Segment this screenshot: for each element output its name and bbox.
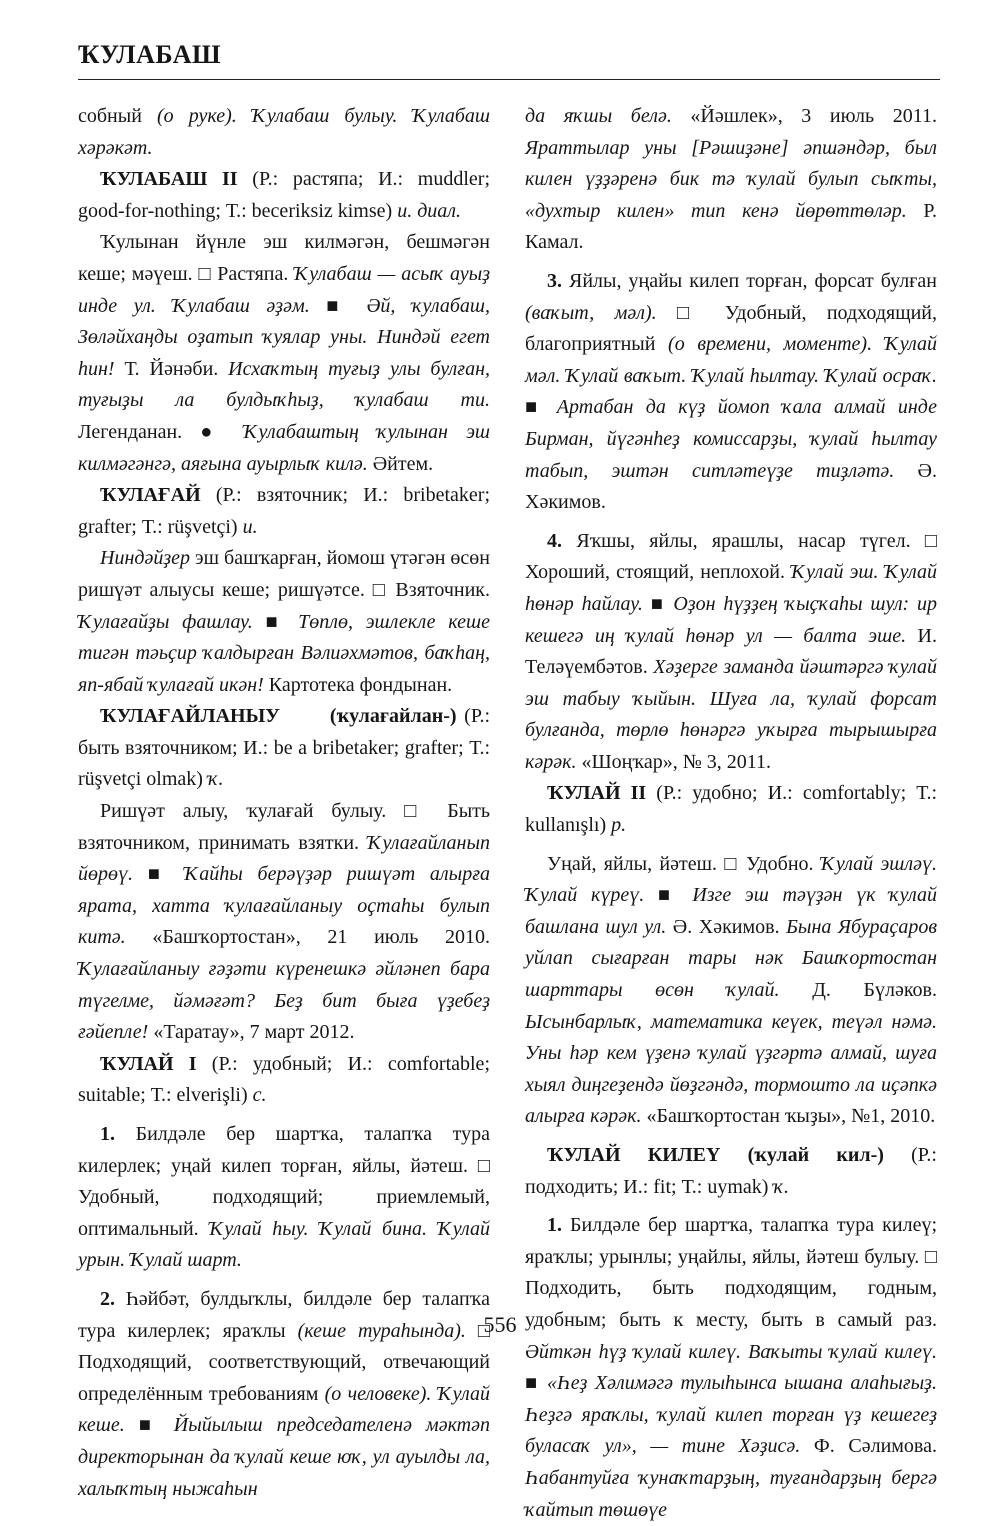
headword: ҠУЛАБАШ II bbox=[100, 168, 238, 191]
left-column bbox=[78, 101, 490, 1505]
entry-kulay-i: ҠУЛАЙ I (Р.: удобный; И.: comfortable; suitable; Т.: elverişli) с. bbox=[78, 1052, 490, 1107]
headword: ҠУЛАҒАЙ bbox=[100, 484, 201, 507]
entry-definition: Ришүәт алыу, ҡулағай булыу. □ Быть взяточником, принимать взятки. Ҡулағайланып йөрөү. ■ Ҡайһы берәүҙәр ришүәт алырға ярата, хатта ҡулағайланыу оҫтаһы булып китә. «Башҡортостан», 21 июль 2010. Ҡулағайланыу ғәҙәти күренешкә әйләнеп бара түгелме, йәмәғәт? Беҙ бит быға үҙебеҙ ғәйепле! «Таратау», 7 март 2012. bbox=[78, 800, 490, 1044]
entry-continuation: собный (о руке). Ҡулабаш булыу. Ҡулабаш хәрәкәт. bbox=[78, 105, 490, 159]
sense-1: 1. Билдәле бер шартҡа, талапҡа тура килеү; яраҡлы; урынлы; уңайлы, яйлы, йәтеш булыу. □ Подходить, быть подходящим, годным, удобным; быть к месту, быть в самый раз. Әйткән һүҙ ҡулай килеү. Ваҡыты ҡулай килеү. ■ «Һеҙ Хәлимәгә тулыһынса ышана алаһығыҙ. Һеҙгә яраҡлы, ҡулай килеп торған үҙ кешегеҙ буласаҡ ул», — тине Хәҙисә. Ф. Сәлимова. Һабантуйға ҡунаҡтарҙың, туғандарҙың бергә ҡайтып төшөүе bbox=[525, 1214, 937, 1521]
headword: ҠУЛАЙ КИЛЕҮ (ҡулай кил-) bbox=[547, 1144, 884, 1166]
entry-kulagaylanyu: ҠУЛАҒАЙЛАНЫУ (ҡулағайлан-) (Р.: быть взяточником; И.: be a bribetaker; grafter; Т.: rüşvetçi olmak) ҡ. bbox=[78, 705, 490, 791]
headword: ҠУЛАЙ II bbox=[547, 782, 647, 805]
entry-continuation: да яҡшы белә. «Йәшлек», 3 июль 2011. Яраттылар уны [Рәшиҙәне] әпшәндәр, был килен үҙҙәренә бик тә ҡулай булып сыҡты, «духтыр килен» тип кенә йөрөттөләр. Р. Камал. bbox=[525, 105, 937, 254]
entry-definition: Уңай, яйлы, йәтеш. □ Удобно. Ҡулай эшләү. Ҡулай күреү. ■ Изге эш тәүҙән үк ҡулай башлана шул ул. Ә. Хәкимов. Бына Ябураҫаров уйлап сығарған тары нәк Башҡортостан шарттары өсөн ҡулай. Д. Бүләков. Ысынбарлыҡ, математика кеүек, теүәл нәмә. Уны һәр кем үҙенә ҡулай үҙгәртә алмай, шуға хыял диңгеҙендә йөҙгәндә, тормошто ла иҫәпкә алырға кәрәк. «Башҡортостан ҡыҙы», №1, 2010. bbox=[525, 852, 938, 1128]
entry-kulagay: ҠУЛАҒАЙ (Р.: взяточник; И.: bribetaker; grafter; Т.: rüşvetçi) и. bbox=[78, 484, 490, 538]
page-number: 556 bbox=[483, 1312, 517, 1337]
headword: ҠУЛАЙ I bbox=[100, 1052, 197, 1075]
sense-2: 2. Һәйбәт, булдыҡлы, билдәле бер талапҡа тура килерлек; яраҡлы (кеше тураһында). □ Подходящий, соответствующий, отвечающий определённым требованиям (о человеке). Ҡулай кеше. ■ Йыйылыш председателенә мәктәп директорынан да ҡулай кеше юҡ, ул ауылды ла, халыҡтың ныжаһын bbox=[78, 1287, 490, 1500]
header-rule bbox=[78, 79, 940, 80]
entry-kulabash-ii: ҠУЛАБАШ II (Р.: растяпа; И.: muddler; good-for-nothing; Т.: beceriksiz kimse) и. диал. bbox=[78, 168, 490, 222]
entry-definition: Ҡулынан йүнле эш килмәгән, бешмәгән кеше; мәүеш. □ Растяпа. Ҡулабаш — асыҡ ауыҙ инде ул. Ҡулабаш әҙәм. ■ Әй, ҡулабаш, Зөләйхаңды оҙатып ҡуялар уны. Ниндәй егет һин! Т. Йәнәби. Исхаҡтың туғыҙ улы булған, туғыҙы ла булдыҡһыҙ, ҡулабаш ти. Легенданан. ● Ҡулабаштың ҡулынан эш килмәгәнгә, аяғына ауырлыҡ килә. Әйтем. bbox=[78, 231, 490, 475]
entry-kulay-kileu: ҠУЛАЙ КИЛЕҮ (ҡулай кил-) (Р.: подходить; И.: fit; Т.: uymak) ҡ. bbox=[525, 1144, 937, 1198]
entry-kulay-ii: ҠУЛАЙ II (Р.: удобно; И.: comfortably; Т.: kullanışlı) р. bbox=[525, 782, 938, 837]
headword: ҠУЛАҒАЙЛАНЫУ bbox=[100, 705, 280, 728]
sense-1: 1. Билдәле бер шартҡа, талапҡа тура килерлек; уңай килеп торған, яйлы, йәтеш. □ Удобный, подходящий; приемлемый, оптимальный. Ҡулай һыу. Ҡулай бина. Ҡулай урын. Ҡулай шарт. bbox=[78, 1123, 490, 1272]
sense-3: 3. Яйлы, уңайы килеп торған, форсат булған (ваҡыт, мәл). □ Удобный, подходящий, благоприятный (о времени, моменте). Ҡулай мәл. Ҡулай ваҡыт. Ҡулай һылтау. Ҡулай осраҡ. ■ Артабан да күҙ йомоп ҡала алмай инде Бирман, йүгәнһеҙ комиссарҙы, ҡулай һылтау табып, эштән ситләтеүҙе тиҙләтә. Ә. Хәкимов. bbox=[525, 269, 937, 514]
entry-definition: Ниндәйҙер эш башҡарған, йомош үтәгән өсөн ришүәт алыусы кеше; ришүәтсе. □ Взяточник. Ҡулағайҙы фашлау. ■ Төплө, эшлекле кеше тигән тәьҫир ҡалдырған Вәлиәхмәтов, баҡһаң, яп-ябай ҡулағай икән! Картотека фондынан. bbox=[78, 547, 490, 696]
running-head: ҠУЛАБАШ bbox=[78, 40, 222, 69]
sense-4: 4. Яҡшы, яйлы, ярашлы, насар түгел. □ Хороший, стоящий, неплохой. Ҡулай эш. Ҡулай һөнәр һайлау. ■ Оҙон һүҙҙең ҡыҫҡаһы шул: ир кешегә иң ҡулай һөнәр ул — балта эше. И. Теләүембәтов. Хәҙерге заманда йәштәргә ҡулай эш табыу ҡыйын. Шуға ла, ҡулай форсат булғанда, төрлө һөнәргә уҡырға тырышырға кәрәк. «Шоңҡар», № 3, 2011. bbox=[525, 529, 937, 773]
